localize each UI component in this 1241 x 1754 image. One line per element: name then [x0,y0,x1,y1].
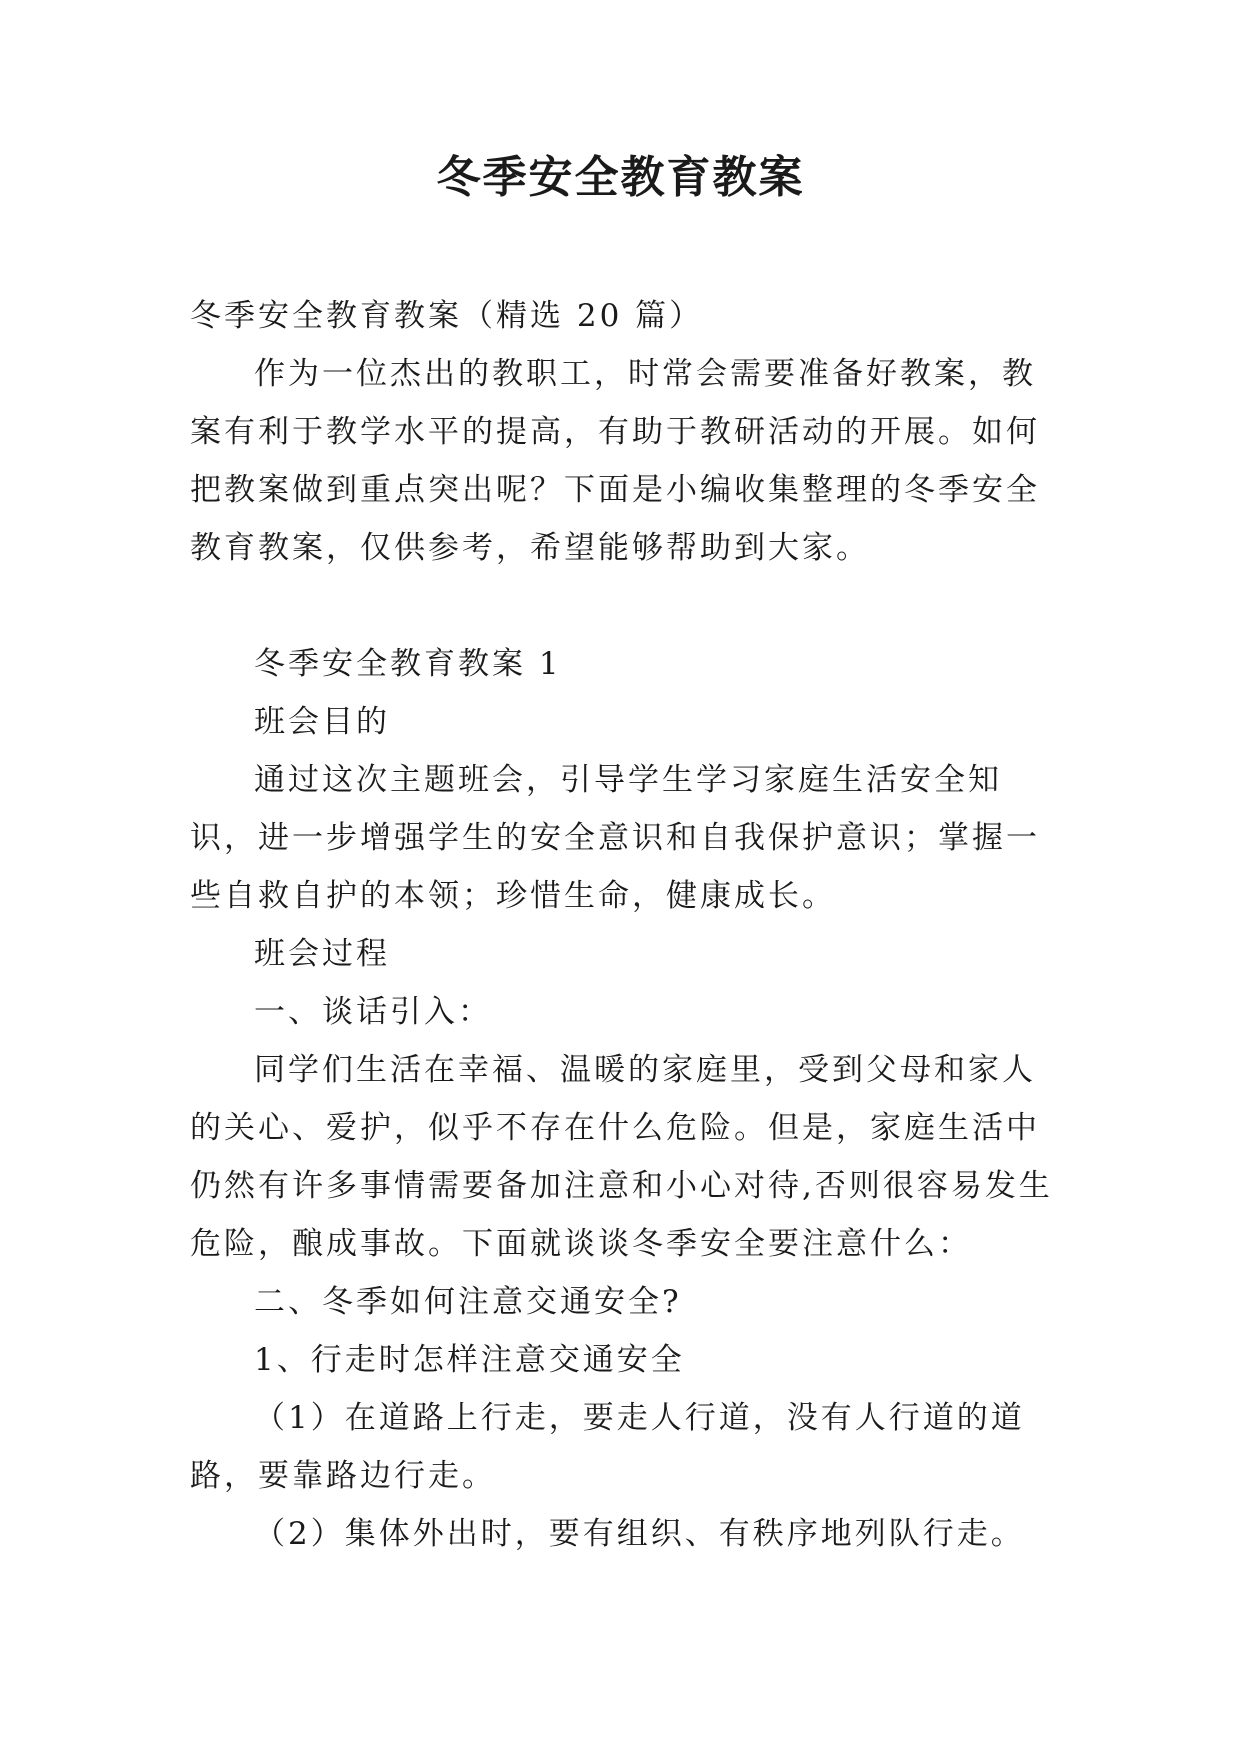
subtitle-paragraph: 冬季安全教育教案（精选 20 篇） [190,298,704,334]
document-body [190,287,1060,1563]
heading-part-one: 一、谈话引入： [254,994,492,1030]
section-heading-1: 冬季安全教育教案 1 [254,646,562,682]
goal-paragraph: 通过这次主题班会，引导学生学习家庭生活安全知识，进一步增强学生的安全意识和自我保护意识；掌握一些自救自护的本领；珍惜生命，健康成长。 [190,762,1040,914]
heading-item-one: 1、行走时怎样注意交通安全 [254,1342,685,1378]
list-item-2: （2）集体外出时，要有组织、有秩序地列队行走。 [254,1516,1025,1552]
heading-class-meeting-process: 班会过程 [254,936,390,972]
document-title: 冬季安全教育教案 [436,152,805,203]
intro-paragraph: 作为一位杰出的教职工，时常会需要准备好教案，教案有利于教学水平的提高，有助于教研活动的开展。如何把教案做到重点突出呢？下面是小编收集整理的冬季安全教育教案，仅供参考，希望能够帮助到大家。 [190,356,1040,566]
heading-part-two: 二、冬季如何注意交通安全? [254,1284,682,1320]
list-item-1: （1）在道路上行走，要走人行道，没有人行道的道路，要靠路边行走。 [190,1400,1025,1494]
part-one-paragraph: 同学们生活在幸福、温暖的家庭里，受到父母和家人的关心、爱护，似乎不存在什么危险。但是，家庭生活中仍然有许多事情需要备加注意和小心对待,否则很容易发生危险，酿成事故。下面就谈谈冬季安全要注意什么： [190,1052,1053,1262]
heading-class-meeting-goal: 班会目的 [254,704,390,740]
